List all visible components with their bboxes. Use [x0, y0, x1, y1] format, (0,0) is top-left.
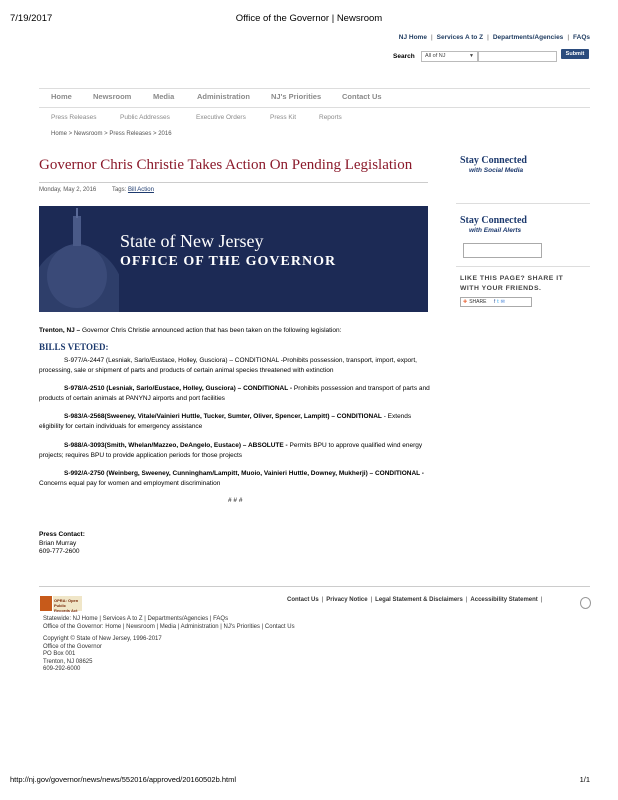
separator: |: [567, 34, 570, 41]
article-meta: [39, 187, 154, 193]
nav-media[interactable]: Media: [153, 92, 175, 101]
governor-banner: [39, 206, 428, 312]
footer-link-legal[interactable]: Legal Statement & Disclaimers: [375, 597, 463, 603]
print-date: 7/19/2017: [10, 13, 53, 24]
state-seal-icon: [580, 597, 591, 609]
subnav-public-addresses[interactable]: Public Addresses: [120, 114, 170, 121]
footer-link-contact[interactable]: Contact Us: [287, 597, 319, 603]
dateline: Trenton, NJ –: [39, 327, 81, 334]
top-link-nj-home[interactable]: NJ Home: [398, 34, 427, 41]
search-submit-button[interactable]: Submit: [561, 49, 589, 59]
press-contact-phone: 609-777-2600: [39, 548, 80, 555]
sidebar-divider: [456, 203, 590, 204]
bill-title: S-978/A-2510 (Lesniak, Sarlo/Eustace, Holley, Gusciora) – CONDITIONAL -: [64, 385, 293, 392]
office-links[interactable]: Office of the Governor: Home | Newsroom | Media | Administration | NJ's Priorities | Contact Us: [43, 623, 295, 630]
top-link-services[interactable]: Services A to Z: [436, 34, 484, 41]
subnav-reports[interactable]: Reports: [319, 114, 342, 121]
share-label: SHARE: [469, 299, 487, 305]
search-scope-value: All of NJ: [425, 53, 446, 59]
city: Trenton, NJ 08625: [43, 658, 93, 665]
chevron-down-icon: ▼: [469, 53, 474, 59]
sidebar-divider: [456, 266, 590, 267]
separator: |: [487, 34, 489, 41]
share-prompt: LIKE THIS PAGE? SHARE IT WITH YOUR FRIENDS.: [460, 275, 564, 292]
bill-item: [39, 356, 434, 376]
search-scope-select[interactable]: [421, 51, 478, 62]
stay-connected-email-heading: Stay Connected: [460, 215, 527, 226]
bill-item: [39, 441, 434, 461]
footer-links: [287, 597, 545, 603]
po-box: PO Box 001: [43, 651, 76, 657]
footer-divider: [39, 586, 590, 587]
separator: |: [430, 34, 433, 41]
opra-logo[interactable]: [40, 596, 82, 611]
bill-item: [39, 412, 434, 432]
bill-item: [39, 469, 434, 489]
footer-link-accessibility[interactable]: Accessibility Statement: [470, 597, 538, 603]
social-media-link[interactable]: with Social Media: [469, 167, 524, 174]
office-name: Office of the Governor: [43, 643, 102, 650]
nav-newsroom[interactable]: Newsroom: [93, 92, 132, 101]
article-date: Monday, May 2, 2016: [39, 187, 97, 193]
statewide-links[interactable]: Statewide: NJ Home | Services A to Z | Departments/Agencies | FAQs: [43, 616, 229, 622]
print-page-title: Office of the Governor | Newsroom: [235, 13, 383, 24]
print-url: http://nj.gov/governor/news/news/552016/approved/20160502b.html: [10, 775, 236, 784]
bill-text: - Extends eligibility for certain individuals for emergency assistance: [39, 413, 412, 430]
search-label: Search: [393, 53, 415, 60]
top-link-departments[interactable]: Departments/Agencies: [492, 34, 564, 41]
banner-state-name: State of New Jersey: [120, 231, 264, 251]
footer-nav: [43, 616, 295, 631]
top-links: [399, 34, 590, 41]
share-icon: ✚: [463, 299, 468, 305]
separator: |: [321, 597, 324, 603]
banner-office-name: OFFICE OF THE GOVERNOR: [120, 254, 337, 269]
end-mark: # # #: [228, 497, 243, 504]
breadcrumb[interactable]: Home > Newsroom > Press Releases > 2016: [51, 131, 172, 137]
press-contact-name: Brian Murray: [39, 539, 77, 547]
email-alerts-link[interactable]: with Email Alerts: [469, 227, 522, 234]
twitter-icon: t: [497, 299, 499, 305]
intro-paragraph: [39, 326, 434, 336]
subnav-press-releases[interactable]: Press Releases: [51, 114, 97, 121]
search-input[interactable]: [478, 51, 557, 62]
press-contact: [39, 531, 85, 557]
separator: |: [540, 597, 543, 603]
capitol-dome-icon: [39, 206, 119, 312]
subnav-press-kit[interactable]: Press Kit: [270, 114, 297, 121]
tags-label: Tags:: [111, 187, 127, 193]
bill-item: [39, 384, 434, 404]
print-page-number: 1/1: [579, 775, 590, 784]
bill-title: S-983/A-2568(Sweeney, Vitale/Vainieri Huttle, Tucker, Sumter, Oliver, Spencer, Lampitt) – CONDITIONAL: [64, 413, 382, 420]
nav-priorities[interactable]: NJ's Priorities: [271, 92, 322, 101]
subnav-executive-orders[interactable]: Executive Orders: [196, 114, 246, 121]
separator: |: [465, 597, 468, 603]
bill-text: S-977/A-2447 (Lesniak, Sarlo/Eustace, Holley, Gusciora) – CONDITIONAL -Prohibits possession, transport, import, export, processing, sale or shipment of parts and products of certain animal species threatened with extinction: [39, 357, 417, 374]
tag-link[interactable]: Bill Action: [127, 187, 154, 193]
bill-title: S-988/A-3093(Smith, Whelan/Mazzeo, DeAngelo, Eustace) – ABSOLUTE -: [64, 442, 288, 449]
bill-text: Permits BPU to approve qualified wind energy projects; requires BPU to provide application periods for those projects: [39, 442, 423, 459]
nav-contact[interactable]: Contact Us: [342, 92, 382, 101]
footer-link-privacy[interactable]: Privacy Notice: [326, 597, 368, 603]
page-title: Governor Chris Christie Takes Action On Pending Legislation: [39, 157, 413, 173]
email-input[interactable]: [463, 243, 542, 258]
copyright: Copyright © State of New Jersey, 1996-2017: [43, 636, 162, 642]
bill-text: Prohibits possession and transport of parts and products of certain animals at PANYNJ airports and port facilities: [39, 385, 430, 402]
bills-heading: BILLS VETOED:: [39, 342, 109, 352]
bill-text: Concerns equal pay for women and employment discrimination: [39, 480, 221, 487]
nav-home[interactable]: Home: [51, 92, 72, 101]
stay-connected-social-heading: Stay Connected: [460, 155, 527, 166]
title-divider: [39, 182, 428, 183]
facebook-icon: f: [493, 299, 496, 305]
top-link-faqs[interactable]: FAQs: [573, 34, 590, 41]
email-icon: ✉: [500, 299, 505, 305]
footer-address: [43, 636, 162, 674]
opra-title: OPRA: Open: [54, 598, 79, 603]
nav-administration[interactable]: Administration: [197, 92, 250, 101]
press-contact-label: Press Contact:: [39, 531, 85, 538]
phone: 609-292-6000: [43, 666, 81, 672]
bill-title: S-992/A-2750 (Weinberg, Sweeney, Cunningham/Lampitt, Muoio, Vainieri Huttle, Downey, Mukherji) – CONDITIONAL -: [64, 470, 424, 477]
intro-text: Governor Chris Christie announced action that has been taken on the following legislation:: [82, 327, 342, 334]
share-button[interactable]: [460, 297, 532, 307]
opra-subtitle: Public Records Act: [54, 603, 78, 613]
separator: |: [370, 597, 373, 603]
